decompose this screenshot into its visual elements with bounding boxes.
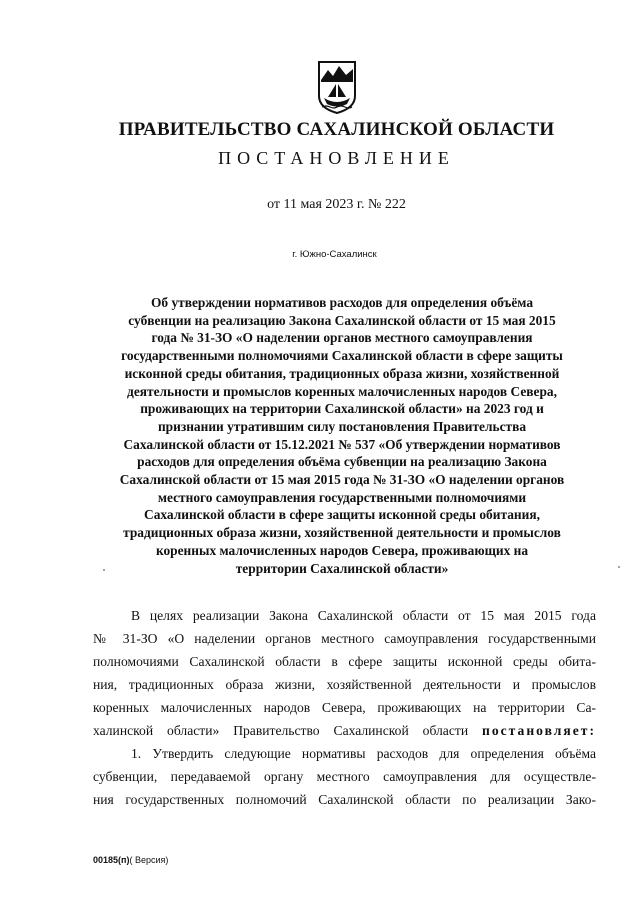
subject-line: расходов для определения объёма субвенции на реализацию Закона xyxy=(137,454,547,470)
subject-line: проживающих на территории Сахалинской области» на 2023 год и xyxy=(140,401,544,417)
document-body xyxy=(93,604,596,811)
subject-line: исконной среды обитания, традиционных образа жизни, хозяйственной xyxy=(124,365,560,381)
subject-line: коренных малочисленных народов Севера, проживающих на xyxy=(155,542,529,558)
body-line-text: халинской области» Правительство Сахалинской области xyxy=(93,723,469,738)
body-line: В целях реализации Закона Сахалинской области от 15 мая 2015 года xyxy=(131,608,596,623)
body-line: коренных малочисленных народов Севера, проживающих на территории Са- xyxy=(93,700,596,715)
subject-line: субвенции на реализацию Закона Сахалинской области от 15 мая 2015 xyxy=(128,312,556,328)
footer-code xyxy=(93,855,168,865)
scan-speck xyxy=(618,566,620,568)
document-type: ПОСТАНОВЛЕНИЕ xyxy=(218,148,455,168)
sakhalin-coat-of-arms-icon xyxy=(316,60,358,114)
document-subject xyxy=(88,294,596,577)
subject-line: Сахалинской области в сфере защиты исконной среды обитания, xyxy=(144,507,540,523)
body-line: субвенции, передаваемой органу местного самоуправления для осуществле- xyxy=(93,769,596,784)
subject-line: территории Сахалинской области» xyxy=(235,560,449,576)
subject-line: Сахалинской области от 15 мая 2015 года № 31-ЗО «О наделении органов xyxy=(119,472,565,488)
body-line: ния, традиционных образа жизни, хозяйственной деятельности и промыслов xyxy=(93,677,596,692)
decree-word: постановляет: xyxy=(482,723,596,738)
subject-line: деятельности и промыслов коренных малочисленных народов Севера, xyxy=(127,383,557,399)
subject-line: Сахалинской области от 15.12.2021 № 537 «Об утверждении нормативов xyxy=(123,436,561,452)
scan-speck xyxy=(103,569,105,571)
subject-line: государственными полномочиями Сахалинской области в сфере защиты xyxy=(121,348,563,364)
body-line: № 31-ЗО «О наделении органов местного самоуправления государственными xyxy=(93,631,596,646)
document-date-number: от 11 мая 2023 г. № 222 xyxy=(267,197,406,212)
body-line: полномочиями Сахалинской области в сфере защиты исконной среды обита- xyxy=(93,654,596,669)
body-line: 1. Утвердить следующие нормативы расходов для определения объёма xyxy=(131,746,596,761)
subject-line: года № 31-ЗО «О наделении органов местного самоуправления xyxy=(151,330,533,346)
body-line: ния государственных полномочий Сахалинской области по реализации Зако- xyxy=(93,792,596,807)
footer-version: ( Версия) xyxy=(129,855,169,865)
government-title: ПРАВИТЕЛЬСТВО САХАЛИНСКОЙ ОБЛАСТИ xyxy=(118,119,555,140)
subject-line: местного самоуправления государственными полномочиями xyxy=(157,489,527,505)
footer-code-number: 00185(п) xyxy=(93,855,130,865)
subject-line: признании утратившим силу постановления Правительства xyxy=(157,418,527,434)
subject-line: Об утверждении нормативов расходов для определения объёма xyxy=(150,295,534,310)
subject-line: традиционных образа жизни, хозяйственной деятельности и промыслов xyxy=(123,525,561,541)
body-line-with-decree xyxy=(93,719,596,742)
document-city: г. Южно-Сахалинск xyxy=(292,249,377,260)
